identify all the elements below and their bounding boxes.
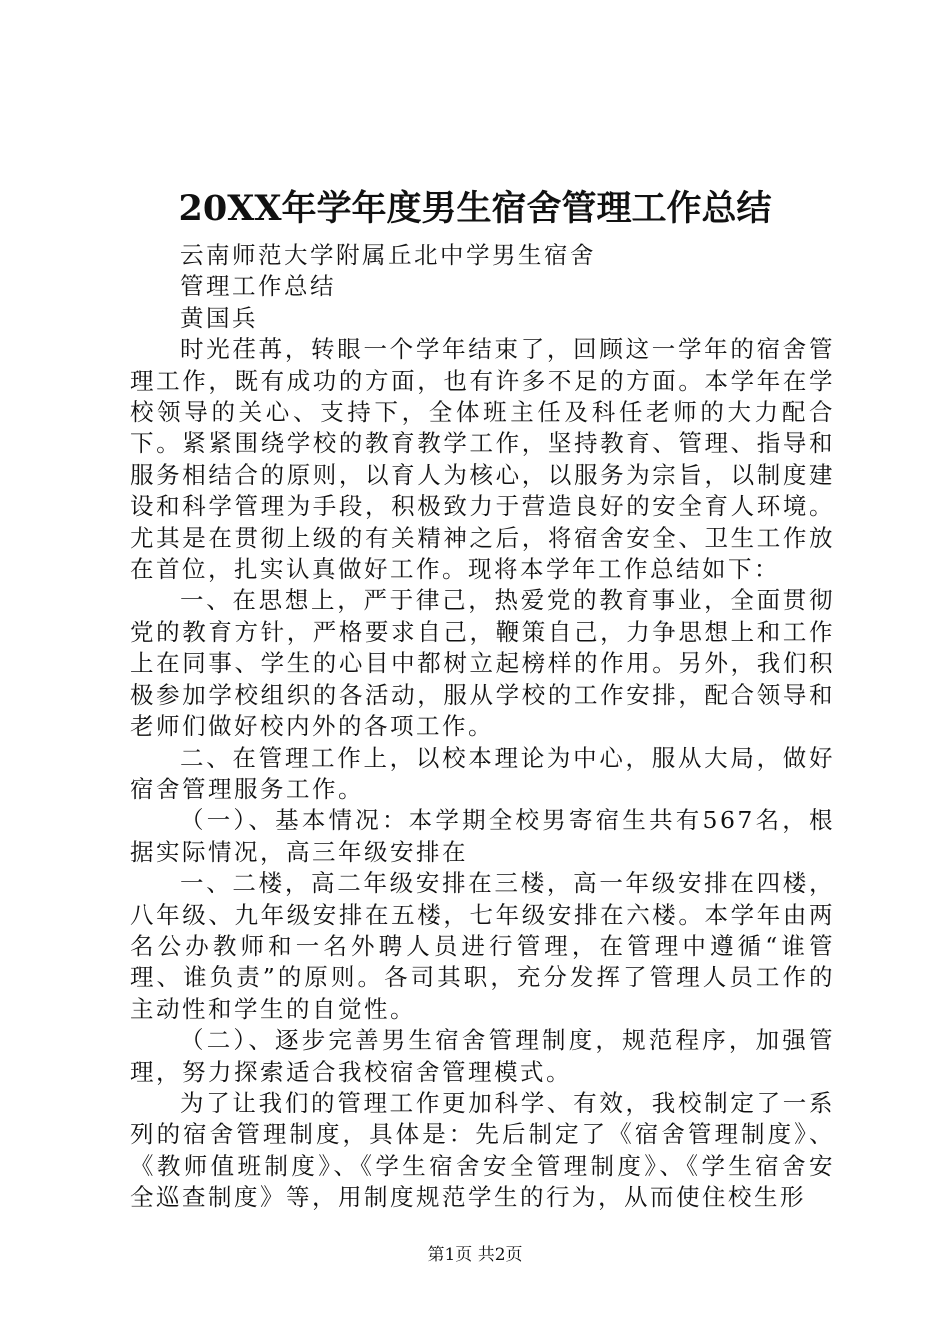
paragraph-regulations: 为了让我们的管理工作更加科学、有效，我校制定了一系列的宿舍管理制度，具体是：先后制定了《宿舍管理制度》、《教师值班制度》、《学生宿舍安全管理制度》、《学生宿舍安全巡查制度》等，用制度规范学生的行为，从而使住校生形 (130, 1088, 835, 1212)
paragraph-section-1: 一、在思想上，严于律己，热爱党的教育事业，全面贯彻党的教育方针，严格要求自己，鞭策自己，力争思想上和工作上在同事、学生的心目中都树立起榜样的作用。另外，我们积极参加学校组织的各活动，服从学校的工作安排，配合领导和老师们做好校内外的各项工作。 (130, 586, 835, 741)
paragraph-intro: 时光荏苒，转眼一个学年结束了，回顾这一学年的宿舍管理工作，既有成功的方面，也有许多不足的方面。本学年在学校领导的关心、支持下，全体班主任及科任老师的大力配合下。紧紧围绕学校的教育教学工作，坚持教育、管理、指导和服务相结合的原则，以育人为核心，以服务为宗旨，以制度建设和科学管理为手段，积极致力于营造良好的安全育人环境。尤其是在贯彻上级的有关精神之后，将宿舍安全、卫生工作放在首位，扎实认真做好工作。现将本学年工作总结如下： (130, 335, 835, 584)
paragraph-subtitle: 管理工作总结 (180, 272, 336, 301)
paragraph-floors: 一、二楼，高二年级安排在三楼，高一年级安排在四楼，八年级、九年级安排在五楼，七年级安排在六楼。本学年由两名公办教师和一名外聘人员进行管理，在管理中遵循“谁管理、谁负责”的原则。各司其职，充分发挥了管理人员工作的主动性和学生的自觉性。 (130, 869, 835, 1023)
paragraph-school: 云南师范大学附属丘北中学男生宿舍 (180, 241, 596, 269)
document-body (130, 240, 835, 1214)
paragraph-author: 黄国兵 (180, 303, 258, 332)
paragraph-section-2: 二、在管理工作上，以校本理论为中心，服从大局，做好宿舍管理服务工作。 (130, 743, 835, 803)
document-title: 20XX年学年度男生宿舍管理工作总结 (178, 188, 772, 229)
paragraph-subsection-2: （二）、逐步完善男生宿舍管理制度，规范程序，加强管理，努力探索适合我校宿舍管理模式。 (130, 1026, 835, 1086)
paragraph-subsection-1: （一）、基本情况：本学期全校男寄宿生共有567名，根据实际情况，高三年级安排在 (130, 806, 835, 866)
page-footer: 第1页 共2页 (427, 1245, 523, 1265)
